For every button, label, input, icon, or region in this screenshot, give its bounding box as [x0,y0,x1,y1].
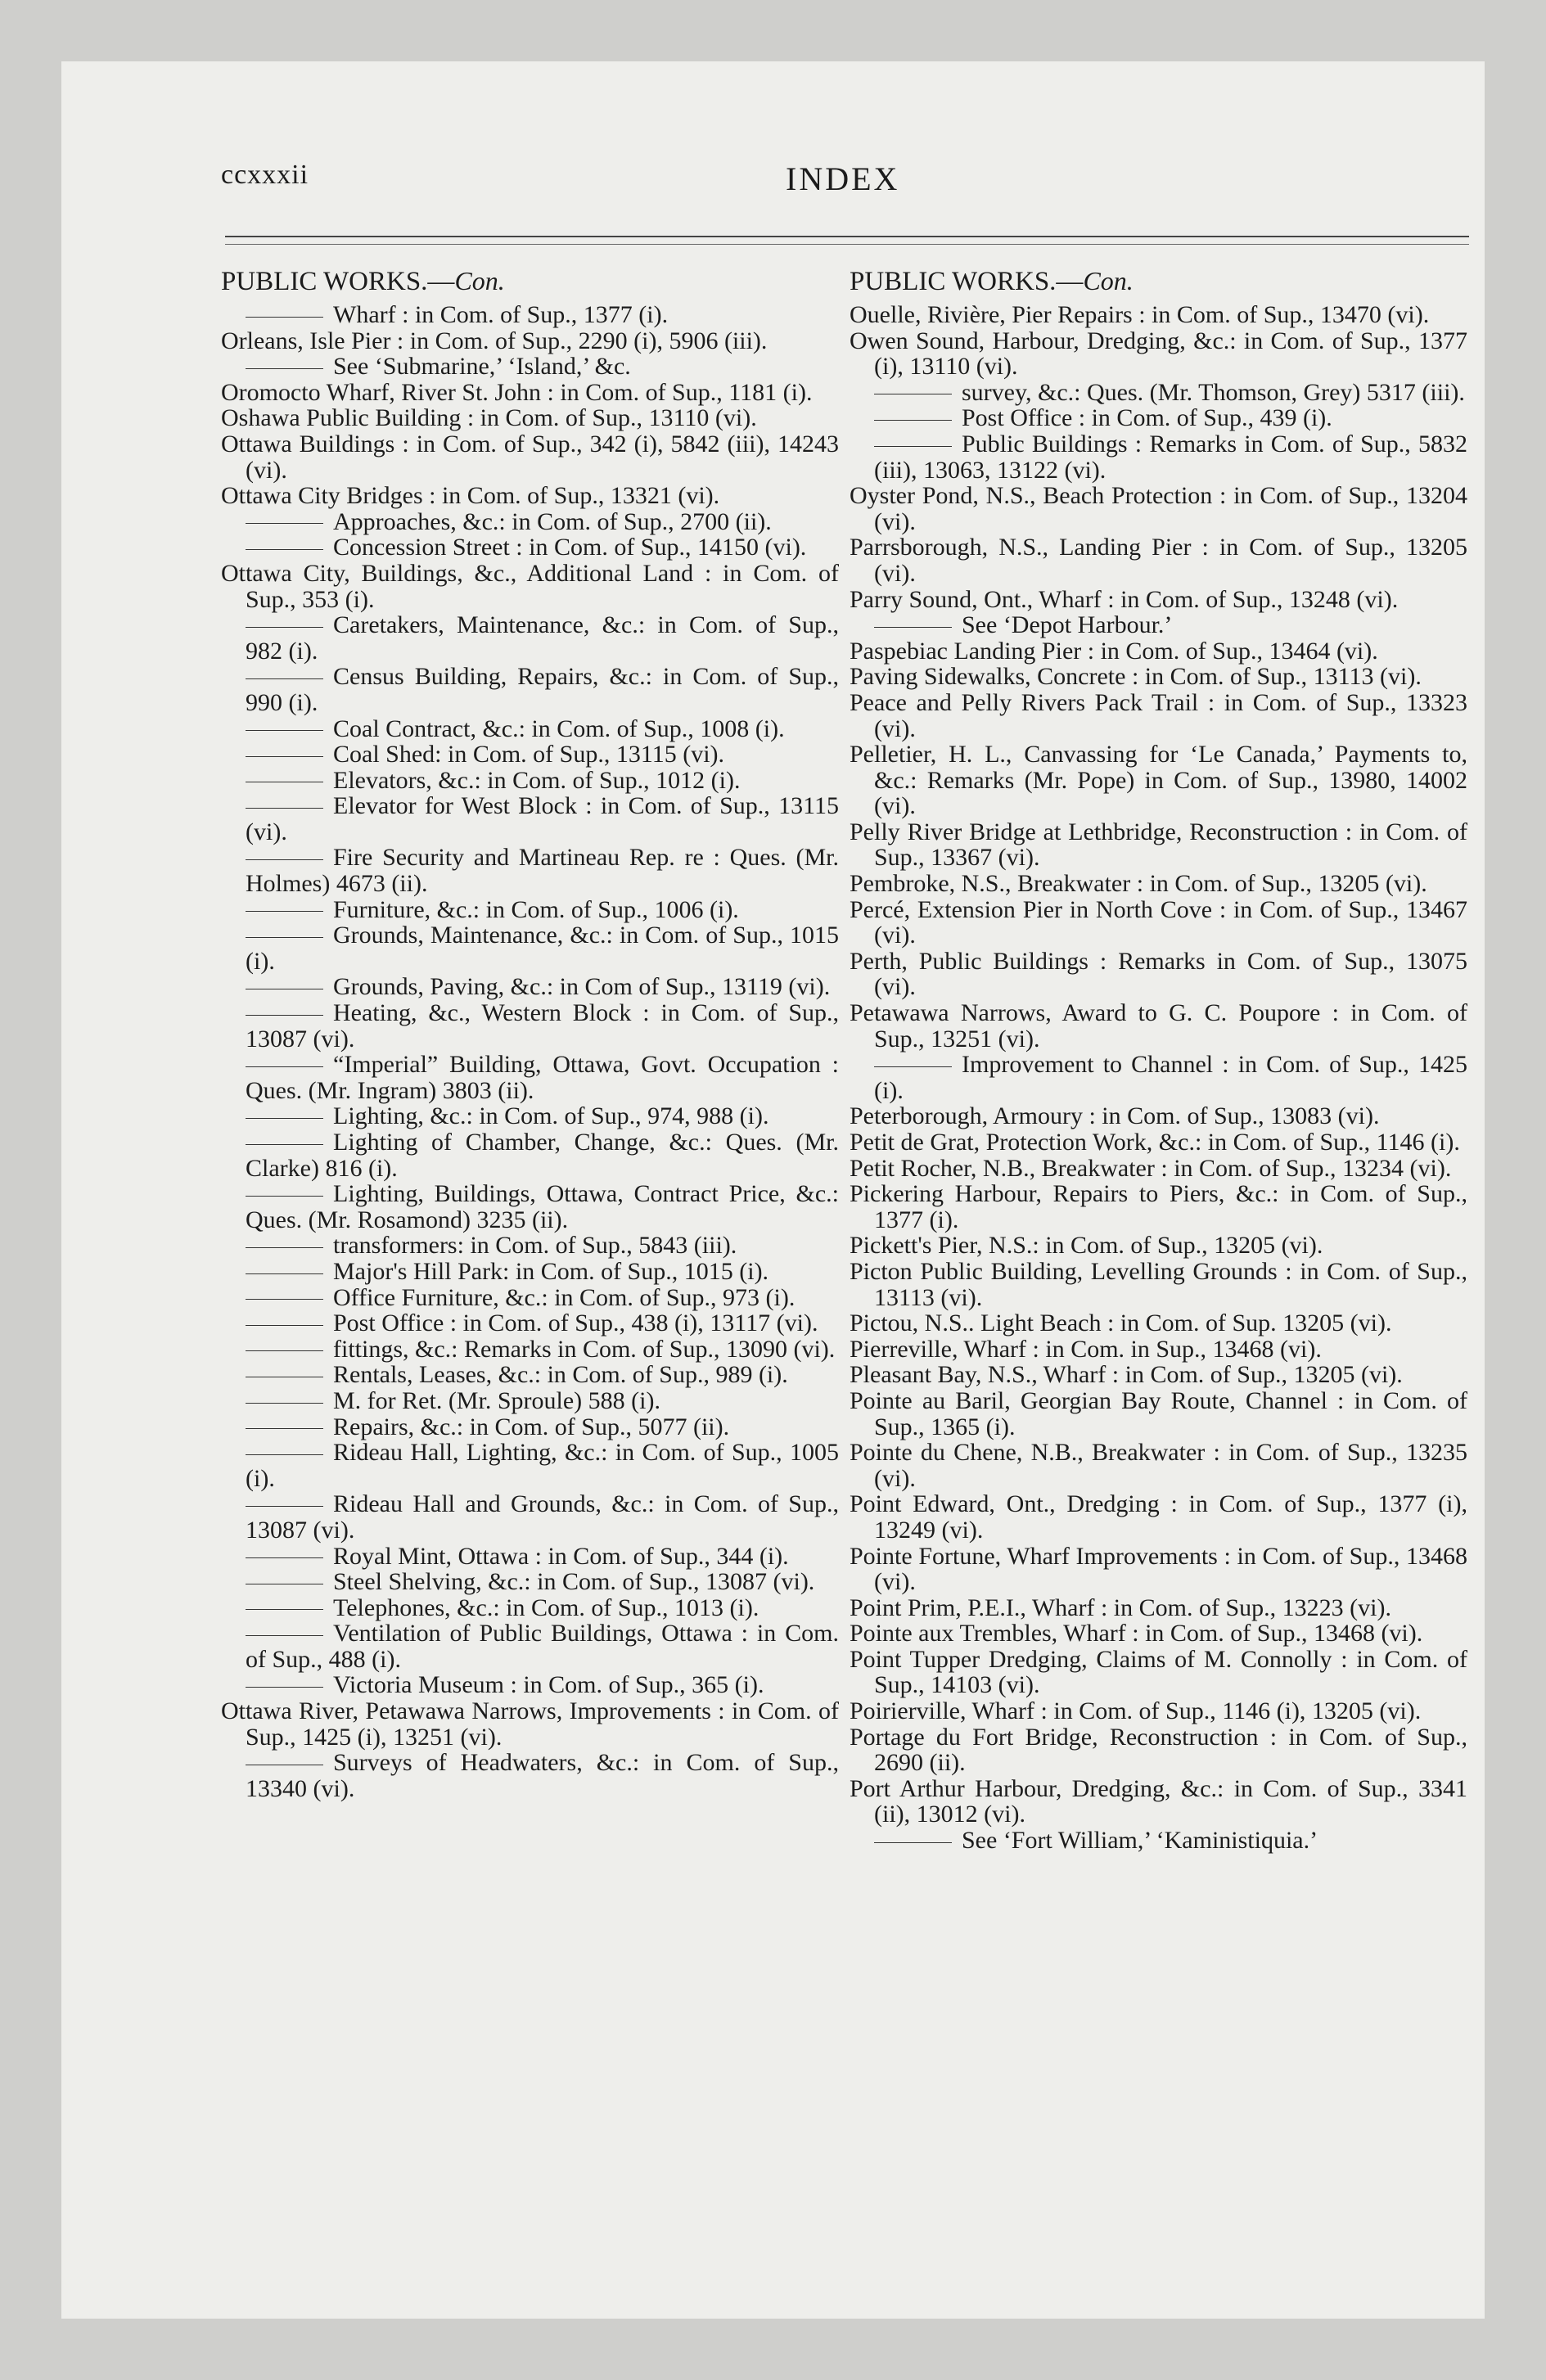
index-entry [850,1129,1467,1156]
index-entry [850,897,1467,949]
index-entry-text: Paving Sidewalks, Concrete : in Com. of Sup., 13113 (vi). [850,663,1422,691]
index-entry [221,1310,839,1336]
index-entry [221,509,839,535]
index-entry-text: Telephones, &c.: in Com. of Sup., 1013 (i). [333,1593,759,1621]
ditto-dash [246,1506,323,1507]
ditto-dash [246,1015,323,1016]
index-entry-text: Surveys of Headwaters, &c.: in Com. of Sup., 13340 (vi). [246,1749,839,1802]
ditto-dash [246,756,323,757]
ditto-dash [874,627,952,628]
index-entry [850,1052,1467,1103]
index-entry [221,974,839,1000]
index-entry-text: Petawawa Narrows, Award to G. C. Poupore : in Com. of Sup., 13251 (vi). [850,999,1467,1053]
index-entry [221,534,839,561]
index-entry-text: Major's Hill Park: in Com. of Sup., 1015 (i). [333,1257,769,1285]
index-entry-text: Petit de Grat, Protection Work, &c.: in Com. of Sup., 1146 (i). [850,1129,1460,1156]
ditto-dash [246,627,323,628]
index-entry [850,664,1467,690]
ditto-dash [874,446,952,447]
index-entry [221,1000,839,1052]
index-entry-text: Pickett's Pier, N.S.: in Com. of Sup., 13205 (vi). [850,1232,1323,1260]
index-entry-text: Repairs, &c.: in Com. of Sup., 5077 (ii). [333,1413,730,1440]
index-entry [850,871,1467,897]
right-column [850,266,1467,1854]
index-entry-text: Pointe au Baril, Georgian Bay Route, Channel : in Com. of Sup., 1365 (i). [850,1386,1467,1440]
ditto-dash [874,1066,952,1067]
index-entry [850,1647,1467,1698]
index-entry-text: Lighting, &c.: in Com. of Sup., 974, 988 (i). [333,1102,769,1130]
index-entry-text: Perth, Public Buildings : Remarks in Com. of Sup., 13075 (vi). [850,947,1467,1001]
index-entry-text: Owen Sound, Harbour, Dredging, &c.: in Com. of Sup., 1377 (i), 13110 (vi). [850,327,1467,381]
index-entry-text: Furniture, &c.: in Com. of Sup., 1006 (i). [333,895,739,923]
index-entry [221,405,839,431]
index-entry [850,612,1467,638]
index-entry-text: M. for Ret. (Mr. Sproule) 588 (i). [333,1386,660,1414]
index-entry [850,483,1467,534]
index-entry [221,431,839,483]
index-entry [850,1156,1467,1182]
ditto-dash [246,368,323,369]
index-entry [850,1491,1467,1543]
index-entry-text: Post Office : in Com. of Sup., 439 (i). [962,404,1332,432]
index-entry-text: Grounds, Paving, &c.: in Com of Sup., 13119 (vi). [333,973,831,1001]
ditto-dash [246,1144,323,1145]
index-entry-text: Point Edward, Ont., Dredging : in Com. of Sup., 1377 (i), 13249 (vi). [850,1490,1467,1544]
index-entry [221,1181,839,1233]
ditto-dash [246,1273,323,1274]
index-entry [221,1103,839,1129]
ditto-dash [246,1247,323,1248]
index-entry [850,1181,1467,1233]
index-entry [221,1336,839,1363]
index-entry [850,1310,1467,1336]
index-entry-text: Peterborough, Armoury : in Com. of Sup., 13083 (vi). [850,1102,1380,1130]
index-entry [850,405,1467,431]
index-entry [850,819,1467,871]
index-entry [850,1388,1467,1440]
section-heading-text: PUBLIC WORKS.— [221,267,455,296]
index-entry [221,561,839,612]
index-entry [221,741,839,768]
index-entry [850,690,1467,741]
ditto-dash [246,1687,323,1688]
section-heading [850,266,1467,297]
index-entry-text: Pelletier, H. L., Canvassing for ‘Le Canada,’ Payments to, &c.: Remarks (Mr. Pope) in Com. of Sup., 13980, 14002 (vi). [850,741,1467,820]
index-entry [850,431,1467,483]
index-entry-text: Heating, &c., Western Block : in Com. of Sup., 13087 (vi). [246,999,839,1053]
index-entry-text: Ottawa Buildings : in Com. of Sup., 342 (i), 5842 (iii), 14243 (vi). [221,430,839,484]
index-entry-text: Lighting of Chamber, Change, &c.: Ques. (Mr. Clarke) 816 (i). [246,1129,839,1182]
index-entry-text: Pointe aux Trembles, Wharf : in Com. of Sup., 13468 (vi). [850,1620,1423,1648]
index-entries-right [850,302,1467,1854]
index-entry [850,1544,1467,1595]
index-entry-text: Office Furniture, &c.: in Com. of Sup., 973 (i). [333,1283,796,1311]
index-entry [850,741,1467,819]
index-entry [221,380,839,406]
index-entry-text: Rentals, Leases, &c.: in Com. of Sup., 989 (i). [333,1361,788,1389]
index-entry-text: See ‘Depot Harbour.’ [962,611,1173,639]
ditto-dash [246,523,323,524]
index-entry-text: Pelly River Bridge at Lethbridge, Reconstruction : in Com. of Sup., 13367 (vi). [850,818,1467,872]
index-entry [850,638,1467,665]
ditto-dash [246,1066,323,1067]
index-entry-text: “Imperial” Building, Ottawa, Govt. Occupation : Ques. (Mr. Ingram) 3803 (ii). [246,1051,839,1104]
header-rule [225,236,1469,237]
index-entry [850,328,1467,380]
index-entry-text: Oyster Pond, N.S., Beach Protection : in Com. of Sup., 13204 (vi). [850,482,1467,535]
index-entry [221,612,839,664]
index-entry-text: Approaches, &c.: in Com. of Sup., 2700 (ii). [333,507,772,535]
index-entry-text: Pictou, N.S.. Light Beach : in Com. of Sup. 13205 (vi). [850,1309,1392,1337]
index-entry [850,1336,1467,1363]
index-entry-text: Royal Mint, Ottawa : in Com. of Sup., 344 (i). [333,1542,789,1570]
index-entry-text: Poirierville, Wharf : in Com. of Sup., 1146 (i), 13205 (vi). [850,1697,1422,1725]
index-entry-text: Ottawa City Bridges : in Com. of Sup., 13321 (vi). [221,482,720,510]
ditto-dash [246,1428,323,1429]
index-entry-text: Steel Shelving, &c.: in Com. of Sup., 13087 (vi). [333,1568,815,1596]
ditto-dash [874,1842,952,1843]
index-entry-text: Elevators, &c.: in Com. of Sup., 1012 (i). [333,766,741,794]
index-entry [221,1569,839,1595]
index-entry-text: Public Buildings : Remarks in Com. of Sup., 5832 (iii), 13063, 13122 (vi). [874,430,1467,484]
index-entry [221,302,839,328]
index-entry [221,1414,839,1440]
index-entry-text: Percé, Extension Pier in North Cove : in Com. of Sup., 13467 (vi). [850,895,1467,949]
index-entry-text: Lighting, Buildings, Ottawa, Contract Price, &c.: Ques. (Mr. Rosamond) 3235 (ii). [246,1180,839,1233]
index-entry [850,1620,1467,1647]
index-entry-text: See ‘Fort William,’ ‘Kaministiquia.’ [962,1827,1318,1855]
section-heading-text: PUBLIC WORKS.— [850,267,1084,296]
index-entry-text: Pierreville, Wharf : in Com. in Sup., 13468 (vi). [850,1335,1322,1363]
index-entry-text: Oshawa Public Building : in Com. of Sup., 13110 (vi). [221,404,757,432]
index-entry [221,845,839,896]
ditto-dash [246,1299,323,1300]
index-entry [850,1828,1467,1854]
index-entry [221,328,839,354]
ditto-dash [246,1609,323,1610]
index-entry [850,302,1467,328]
index-entry [221,483,839,509]
index-entry-text: Pointe du Chene, N.B., Breakwater : in Com. of Sup., 13235 (vi). [850,1439,1467,1492]
index-entry-text: Ouelle, Rivière, Pier Repairs : in Com. of Sup., 13470 (vi). [850,301,1430,328]
index-entry-text: Petit Rocher, N.B., Breakwater : in Com. of Sup., 13234 (vi). [850,1154,1452,1182]
index-entry-text: Rideau Hall and Grounds, &c.: in Com. of Sup., 13087 (vi). [246,1490,839,1544]
ditto-dash [246,1118,323,1119]
index-entry-text: Rideau Hall, Lighting, &c.: in Com. of Sup., 1005 (i). [246,1439,839,1492]
index-entry [850,1259,1467,1310]
ditto-dash [246,1454,323,1455]
index-entry [221,1491,839,1543]
index-entry-text: Parrsborough, N.S., Landing Pier : in Com. of Sup., 13205 (vi). [850,534,1467,587]
index-entry [850,1776,1467,1828]
index-entry-text: transformers: in Com. of Sup., 5843 (iii). [333,1232,737,1260]
index-entry [850,380,1467,406]
index-entry-text: Picton Public Building, Levelling Grounds : in Com. of Sup., 13113 (vi). [850,1257,1467,1311]
index-entry [221,1750,839,1801]
index-entry [221,897,839,923]
index-entry-text: Ottawa River, Petawawa Narrows, Improvements : in Com. of Sup., 1425 (i), 13251 (vi). [221,1697,839,1751]
index-entry [221,1595,839,1621]
index-entry-text: Orleans, Isle Pier : in Com. of Sup., 2290 (i), 5906 (iii). [221,327,768,354]
left-column [221,266,839,1801]
index-entry [221,1129,839,1181]
index-entry [850,949,1467,1000]
ditto-dash [246,911,323,912]
index-entry-text: Wharf : in Com. of Sup., 1377 (i). [333,301,669,328]
header-rule-thin [225,244,1469,245]
ditto-dash [246,678,323,679]
index-entry-text: Post Office : in Com. of Sup., 438 (i), 13117 (vi). [333,1309,818,1337]
index-entry [221,664,839,715]
index-entry [850,1724,1467,1776]
ditto-dash [246,808,323,809]
ditto-dash [246,1635,323,1636]
index-entry-text: Pointe Fortune, Wharf Improvements : in Com. of Sup., 13468 (vi). [850,1542,1467,1596]
index-entry-text: Improvement to Channel : in Com. of Sup., 1425 (i). [874,1051,1467,1104]
index-entry-text: Concession Street : in Com. of Sup., 14150 (vi). [333,534,807,561]
index-entry-text: Pleasant Bay, N.S., Wharf : in Com. of Sup., 13205 (vi). [850,1361,1403,1389]
index-entry [221,768,839,794]
index-entry [850,534,1467,586]
index-entry [221,922,839,974]
index-entry-text: Caretakers, Maintenance, &c.: in Com. of Sup., 982 (i). [246,611,839,665]
index-entry-text: Victoria Museum : in Com. of Sup., 365 (i). [333,1671,764,1699]
index-entry [221,1620,839,1672]
ditto-dash [246,1350,323,1351]
index-entry [850,1440,1467,1491]
page-title: INDEX [786,160,900,197]
index-entry-text: See ‘Submarine,’ ‘Island,’ &c. [333,353,631,381]
index-entry [850,1595,1467,1621]
index-entry-text: Portage du Fort Bridge, Reconstruction : in Com. of Sup., 2690 (ii). [850,1723,1467,1777]
ditto-dash [246,1196,323,1197]
ditto-dash [246,1325,323,1326]
index-entry-text: Coal Shed: in Com. of Sup., 13115 (vi). [333,741,725,769]
index-entry-text: Coal Contract, &c.: in Com. of Sup., 1008 (i). [333,714,785,742]
index-entry-text: Pembroke, N.S., Breakwater : in Com. of Sup., 13205 (vi). [850,870,1427,898]
index-entries-left [221,302,839,1801]
index-entry-text: survey, &c.: Ques. (Mr. Thomson, Grey) 5317 (iii). [962,378,1465,406]
ditto-dash [246,859,323,860]
index-entry [221,793,839,845]
section-heading-cont: Con. [454,266,505,295]
index-entry-text: Parry Sound, Ont., Wharf : in Com. of Sup., 13248 (vi). [850,585,1399,613]
ditto-dash [246,937,323,938]
ditto-dash [246,730,323,731]
index-entry-text: Point Prim, P.E.I., Wharf : in Com. of Sup., 13223 (vi). [850,1593,1391,1621]
index-entry [850,1362,1467,1388]
index-entry-text: Port Arthur Harbour, Dredging, &c.: in Com. of Sup., 3341 (ii), 13012 (vi). [850,1774,1467,1828]
index-entry [221,1259,839,1285]
index-entry-text: Ottawa City, Buildings, &c., Additional Land : in Com. of Sup., 353 (i). [221,559,839,613]
ditto-dash [246,317,323,318]
index-entry-text: Paspebiac Landing Pier : in Com. of Sup., 13464 (vi). [850,637,1378,665]
index-entry [221,1052,839,1103]
index-entry [850,1698,1467,1724]
index-entry [221,1698,839,1750]
index-entry [221,1233,839,1259]
index-entry [221,354,839,380]
index-entry [221,1388,839,1414]
index-entry-text: Pickering Harbour, Repairs to Piers, &c.: in Com. of Sup., 1377 (i). [850,1180,1467,1233]
ditto-dash [246,549,323,550]
index-entry [221,1544,839,1570]
index-entry [221,716,839,742]
index-entry [221,1362,839,1388]
index-entry-text: Ventilation of Public Buildings, Ottawa : in Com. of Sup., 488 (i). [246,1620,839,1673]
index-entry-text: fittings, &c.: Remarks in Com. of Sup., 13090 (vi). [333,1335,836,1363]
section-heading [221,266,839,297]
index-entry [850,587,1467,613]
index-entry [850,1233,1467,1259]
section-heading-cont: Con. [1083,266,1134,295]
index-entry-text: Oromocto Wharf, River St. John : in Com. of Sup., 1181 (i). [221,378,813,406]
index-entry-text: Elevator for West Block : in Com. of Sup., 13115 (vi). [246,792,839,845]
page-number: ccxxxii [221,160,309,190]
index-entry [221,1285,839,1311]
index-entry-text: Census Building, Repairs, &c.: in Com. of Sup., 990 (i). [246,663,839,716]
index-entry-text: Peace and Pelly Rivers Pack Trail : in Com. of Sup., 13323 (vi). [850,688,1467,742]
ditto-dash [246,1557,323,1558]
index-entry [850,1103,1467,1129]
ditto-dash [246,1403,323,1404]
index-entry-text: Point Tupper Dredging, Claims of M. Connolly : in Com. of Sup., 14103 (vi). [850,1645,1467,1699]
index-entry [221,1672,839,1698]
index-entry-text: Grounds, Maintenance, &c.: in Com. of Sup., 1015 (i). [246,922,839,975]
ditto-dash [874,420,952,421]
index-entry-text: Fire Security and Martineau Rep. re : Ques. (Mr. Holmes) 4673 (ii). [246,844,839,898]
index-entry [221,1440,839,1491]
index-entry [850,1000,1467,1052]
